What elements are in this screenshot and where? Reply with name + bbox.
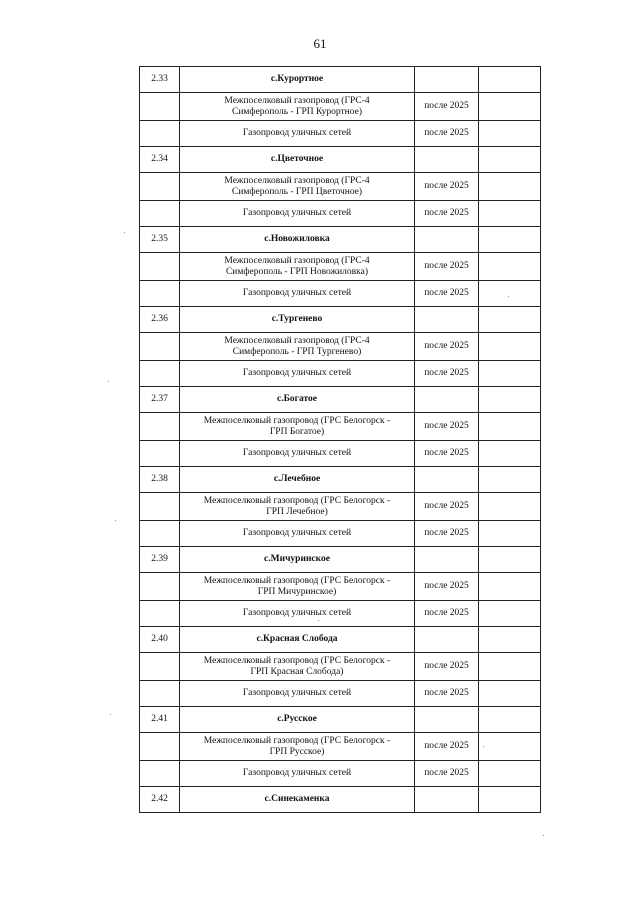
term-cell: после 2025 (415, 681, 479, 707)
extra-cell-empty (479, 67, 541, 93)
term-cell-empty (415, 67, 479, 93)
extra-cell-empty (479, 413, 541, 441)
village-name: с.Красная Слобода (180, 627, 415, 653)
number-cell-empty (140, 761, 180, 787)
item-number: 2.34 (140, 147, 180, 173)
table-row (140, 601, 541, 627)
scan-speck (508, 296, 509, 297)
table-row (140, 733, 541, 761)
scan-speck (115, 520, 116, 521)
item-number: 2.41 (140, 707, 180, 733)
table-row (140, 653, 541, 681)
pipeline-description-line: Симферополь - ГРП Тургенево) (232, 346, 362, 357)
table-row (140, 253, 541, 281)
extra-cell-empty (479, 173, 541, 201)
extra-cell-empty (479, 361, 541, 387)
table-row (140, 627, 541, 653)
village-name: с.Синекаменка (180, 787, 415, 813)
page-number: 61 (313, 36, 327, 51)
scan-speck (124, 232, 125, 233)
street-network-cell: Газопровод уличных сетей (180, 121, 415, 147)
pipeline-description-line: ГРП Лечебное) (266, 506, 328, 517)
pipeline-description-line: Симферополь - ГРП Курортное) (232, 106, 362, 117)
number-cell-empty (140, 493, 180, 521)
pipeline-description-line: Межпоселковый газопровод (ГРС Белогорск - (203, 415, 391, 426)
extra-cell-empty (479, 253, 541, 281)
pipeline-description-line: Межпоселковый газопровод (ГРС Белогорск - (203, 735, 391, 746)
item-number: 2.39 (140, 547, 180, 573)
number-cell-empty (140, 653, 180, 681)
street-network-cell: Газопровод уличных сетей (180, 201, 415, 227)
village-name: с.Тургенево (180, 307, 415, 333)
number-cell-empty (140, 601, 180, 627)
extra-cell-empty (479, 521, 541, 547)
table-row (140, 493, 541, 521)
village-name: с.Богатое (180, 387, 415, 413)
pipeline-description-line: ГРП Русское) (269, 746, 325, 757)
extra-cell-empty (479, 681, 541, 707)
table-row (140, 787, 541, 813)
term-cell: после 2025 (415, 573, 479, 601)
term-cell: после 2025 (415, 173, 479, 201)
number-cell-empty (140, 173, 180, 201)
item-number: 2.37 (140, 387, 180, 413)
item-number: 2.40 (140, 627, 180, 653)
term-cell-empty (415, 387, 479, 413)
village-name: с.Курортное (180, 67, 415, 93)
table-row (140, 761, 541, 787)
pipeline-description-line: Межпоселковый газопровод (ГРС-4 (224, 175, 370, 186)
number-cell-empty (140, 733, 180, 761)
table-row (140, 333, 541, 361)
term-cell-empty (415, 787, 479, 813)
number-cell-empty (140, 281, 180, 307)
term-cell-empty (415, 627, 479, 653)
term-cell-empty (415, 147, 479, 173)
item-number: 2.38 (140, 467, 180, 493)
table-row (140, 413, 541, 441)
village-name: с.Лечебное (180, 467, 415, 493)
extra-cell-empty (479, 627, 541, 653)
pipeline-description-cell (180, 493, 415, 521)
number-cell-empty (140, 121, 180, 147)
number-cell-empty (140, 361, 180, 387)
table-row (140, 281, 541, 307)
street-network-cell: Газопровод уличных сетей (180, 361, 415, 387)
pipeline-description-cell (180, 253, 415, 281)
scan-speck (110, 714, 111, 715)
extra-cell-empty (479, 333, 541, 361)
pipeline-description-cell (180, 653, 415, 681)
table-row (140, 441, 541, 467)
term-cell: после 2025 (415, 653, 479, 681)
pipeline-description-line: Межпоселковый газопровод (ГРС Белогорск - (203, 575, 391, 586)
pipeline-description-line: Межпоселковый газопровод (ГРС-4 (224, 335, 370, 346)
number-cell-empty (140, 201, 180, 227)
extra-cell-empty (479, 761, 541, 787)
table-row (140, 467, 541, 493)
pipeline-description-cell (180, 413, 415, 441)
table-row (140, 307, 541, 333)
extra-cell-empty (479, 93, 541, 121)
table-row (140, 707, 541, 733)
pipeline-description-cell (180, 733, 415, 761)
extra-cell-empty (479, 493, 541, 521)
term-cell: после 2025 (415, 361, 479, 387)
table-row (140, 681, 541, 707)
extra-cell-empty (479, 307, 541, 333)
scan-speck (108, 381, 109, 382)
term-cell-empty (415, 307, 479, 333)
term-cell-empty (415, 707, 479, 733)
extra-cell-empty (479, 653, 541, 681)
scan-speck (543, 835, 544, 836)
table-row (140, 387, 541, 413)
extra-cell-empty (479, 201, 541, 227)
term-cell-empty (415, 547, 479, 573)
street-network-cell: Газопровод уличных сетей (180, 681, 415, 707)
street-network-cell: Газопровод уличных сетей (180, 281, 415, 307)
village-name: с.Мичуринское (180, 547, 415, 573)
term-cell: после 2025 (415, 601, 479, 627)
term-cell: после 2025 (415, 413, 479, 441)
extra-cell-empty (479, 573, 541, 601)
gas-pipeline-table (139, 66, 541, 813)
table-row (140, 521, 541, 547)
extra-cell-empty (479, 147, 541, 173)
number-cell-empty (140, 93, 180, 121)
extra-cell-empty (479, 387, 541, 413)
number-cell-empty (140, 441, 180, 467)
table-row (140, 361, 541, 387)
scan-speck (483, 746, 484, 747)
term-cell: после 2025 (415, 121, 479, 147)
term-cell: после 2025 (415, 201, 479, 227)
term-cell: после 2025 (415, 761, 479, 787)
term-cell: после 2025 (415, 281, 479, 307)
extra-cell-empty (479, 601, 541, 627)
pipeline-description-line: Межпоселковый газопровод (ГРС-4 (224, 255, 370, 266)
extra-cell-empty (479, 787, 541, 813)
number-cell-empty (140, 253, 180, 281)
extra-cell-empty (479, 441, 541, 467)
street-network-cell: Газопровод уличных сетей (180, 521, 415, 547)
table-row (140, 67, 541, 93)
street-network-cell: Газопровод уличных сетей (180, 601, 415, 627)
table-row (140, 93, 541, 121)
pipeline-description-line: ГРП Богатое) (269, 426, 325, 437)
pipeline-description-line: Межпоселковый газопровод (ГРС Белогорск - (203, 495, 391, 506)
item-number: 2.33 (140, 67, 180, 93)
term-cell-empty (415, 467, 479, 493)
pipeline-description-cell (180, 333, 415, 361)
street-network-cell: Газопровод уличных сетей (180, 761, 415, 787)
extra-cell-empty (479, 281, 541, 307)
extra-cell-empty (479, 467, 541, 493)
pipeline-description-line: ГРП Мичуринское) (257, 586, 337, 597)
street-network-cell: Газопровод уличных сетей (180, 441, 415, 467)
number-cell-empty (140, 681, 180, 707)
extra-cell-empty (479, 227, 541, 253)
pipeline-description-cell (180, 173, 415, 201)
table-row (140, 573, 541, 601)
pipeline-description-cell (180, 573, 415, 601)
village-name: с.Цветочное (180, 147, 415, 173)
pipeline-description-cell (180, 93, 415, 121)
table-row (140, 201, 541, 227)
term-cell: после 2025 (415, 253, 479, 281)
table-row (140, 147, 541, 173)
pipeline-description-line: Межпоселковый газопровод (ГРС Белогорск - (203, 655, 391, 666)
extra-cell-empty (479, 121, 541, 147)
term-cell: после 2025 (415, 733, 479, 761)
number-cell-empty (140, 521, 180, 547)
item-number: 2.36 (140, 307, 180, 333)
number-cell-empty (140, 413, 180, 441)
term-cell: после 2025 (415, 333, 479, 361)
table-row (140, 173, 541, 201)
number-cell-empty (140, 333, 180, 361)
table-row (140, 547, 541, 573)
term-cell-empty (415, 227, 479, 253)
pipeline-description-line: Симферополь - ГРП Новожиловка) (225, 266, 369, 277)
term-cell: после 2025 (415, 521, 479, 547)
term-cell: после 2025 (415, 493, 479, 521)
table-row (140, 227, 541, 253)
term-cell: после 2025 (415, 441, 479, 467)
scan-speck (318, 620, 319, 621)
village-name: с.Русское (180, 707, 415, 733)
village-name: с.Новожиловка (180, 227, 415, 253)
extra-cell-empty (479, 547, 541, 573)
pipeline-description-line: Межпоселковый газопровод (ГРС-4 (224, 95, 370, 106)
pipeline-description-line: Симферополь - ГРП Цветочное) (231, 186, 363, 197)
number-cell-empty (140, 573, 180, 601)
item-number: 2.35 (140, 227, 180, 253)
term-cell: после 2025 (415, 93, 479, 121)
pipeline-description-line: ГРП Красная Слобода) (250, 666, 344, 677)
extra-cell-empty (479, 707, 541, 733)
item-number: 2.42 (140, 787, 180, 813)
table-row (140, 121, 541, 147)
extra-cell-empty (479, 733, 541, 761)
